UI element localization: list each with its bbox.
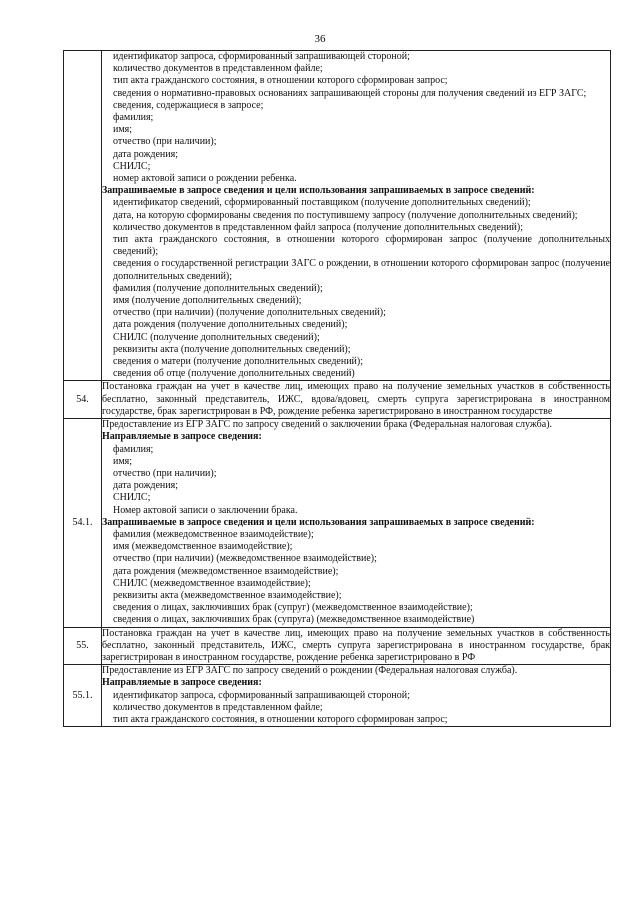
content-line: Предоставление из ЕГР ЗАГС по запросу сведений о заключении брака (Федеральная налоговая служба). [102,419,553,431]
content-line: идентификатор запроса, сформированный запрашивающей стороной; [113,689,410,701]
content-line: идентификатор сведений, сформированный поставщиком (получение дополнительных сведений); [113,197,531,209]
content-line: фамилия (межведомственное взаимодействие); [113,528,314,540]
content-line: отчество (при наличии); [113,467,217,479]
content-line: идентификатор запроса, сформированный запрашивающей стороной; [113,51,410,62]
content-line: отчество (при наличии) (получение дополнительных сведений); [113,307,386,319]
content-line: Номер актовой записи о заключении брака. [113,504,298,516]
content-line: имя; [113,124,133,136]
content-line: сведения о лицах, заключивших брак (супруга) (межведомственное взаимодействие) [113,614,475,626]
content-line: дата рождения (получение дополнительных сведений); [113,319,348,331]
content-line: сведения о лицах, заключивших брак (супруг) (межведомственное взаимодействие); [113,602,473,614]
row-content [102,419,611,627]
content-line: сведения о нормативно-правовых основаниях запрашивающей стороны для получения сведений из ЕГР ЗАГС; [113,87,587,99]
table-row [64,51,611,381]
content-line: СНИЛС; [113,160,151,172]
content-line: сведения об отце (получение дополнительных сведений) [113,368,355,380]
row-number [64,51,102,381]
content-line: тип акта гражданского состояния, в отношении которого сформирован запрос; [113,713,448,725]
row-content [102,627,611,665]
content-line: сведения, содержащиеся в запросе; [113,99,264,111]
content-line: реквизиты акта (получение дополнительных сведений); [113,343,351,355]
content-line: количество документов в представленном файле; [113,701,323,713]
page-number: 36 [314,33,326,45]
content-line: дата рождения; [113,148,178,160]
content-line: Предоставление из ЕГР ЗАГС по запросу сведений о рождении (Федеральная налоговая служба). [102,665,518,677]
content-line: реквизиты акта (межведомственное взаимодействие); [113,589,342,601]
content-line: имя (получение дополнительных сведений); [113,295,302,307]
content-line: номер актовой записи о рождении ребенка. [113,173,297,185]
table-body [64,51,611,727]
content-line: сведения о матери (получение дополнительных сведений); [113,356,364,368]
content-line: фамилия; [113,112,154,124]
content-line: отчество (при наличии); [113,136,217,148]
row-content [102,381,611,419]
section-heading: Направляемые в запросе сведения: [102,677,262,689]
row-number: 55.1. [64,665,102,727]
content-line: имя (межведомственное взаимодействие); [113,541,293,553]
content-line: тип акта гражданского состояния, в отношении которого сформирован запрос (получение дополнительных сведений); [113,234,610,258]
content-line: СНИЛС (получение дополнительных сведений); [113,331,320,343]
table-row [64,665,611,727]
content-line: дата, на которую сформированы сведения по поступившему запросу (получение дополнительных сведений); [113,209,578,221]
section-heading: Запрашиваемые в запросе сведения и цели использования запрашиваемых в запросе сведений: [102,185,535,197]
content-line: сведения о государственной регистрации ЗАГС о рождении, в отношении которого сформирован запрос (получение дополнительных сведений); [113,258,610,282]
row-content [102,665,611,727]
content-line: количество документов в представленном файле; [113,63,323,75]
content-line: тип акта гражданского состояния, в отношении которого сформирован запрос; [113,75,448,87]
content-line: СНИЛС (межведомственное взаимодействие); [113,577,311,589]
content-line: СНИЛС; [113,492,151,504]
table-row [64,627,611,665]
row-number: 55. [64,627,102,665]
table-row [64,419,611,627]
section-heading: Направляемые в запросе сведения: [102,431,262,443]
row-number: 54.1. [64,419,102,627]
content-line: отчество (при наличии) (межведомственное взаимодействие); [113,553,377,565]
content-line: дата рождения; [113,480,178,492]
content-line: Постановка граждан на учет в качестве лиц, имеющих право на получение земельных участков в собственность бесплатно, законный представитель, ИЖС, вдова/вдовец, смерть супруга зарегистрирована в иностранном государстве, брак зарегистрирован в РФ, рождение ребенка зарегистрировано в иностранном государстве [102,381,610,417]
row-content [102,51,611,381]
table-row [64,381,611,419]
content-line: дата рождения (межведомственное взаимодействие); [113,565,339,577]
document-table [63,50,611,727]
content-line: Постановка граждан на учет в качестве лиц, имеющих право на получение земельных участков в собственность бесплатно, законный представитель, ИЖС, смерть супруга зарегистрирована в иностранном государстве, брак зарегистрирован в иностранном государстве, рождение ребенка зарегистрировано в РФ [102,627,610,663]
content-line: количество документов в представленном файл запроса (получение дополнительных сведений); [113,221,523,233]
content-line: фамилия; [113,443,154,455]
row-number: 54. [64,381,102,419]
content-line: фамилия (получение дополнительных сведений); [113,282,323,294]
content-line: имя; [113,455,133,467]
section-heading: Запрашиваемые в запросе сведения и цели использования запрашиваемых в запросе сведений: [102,516,535,528]
